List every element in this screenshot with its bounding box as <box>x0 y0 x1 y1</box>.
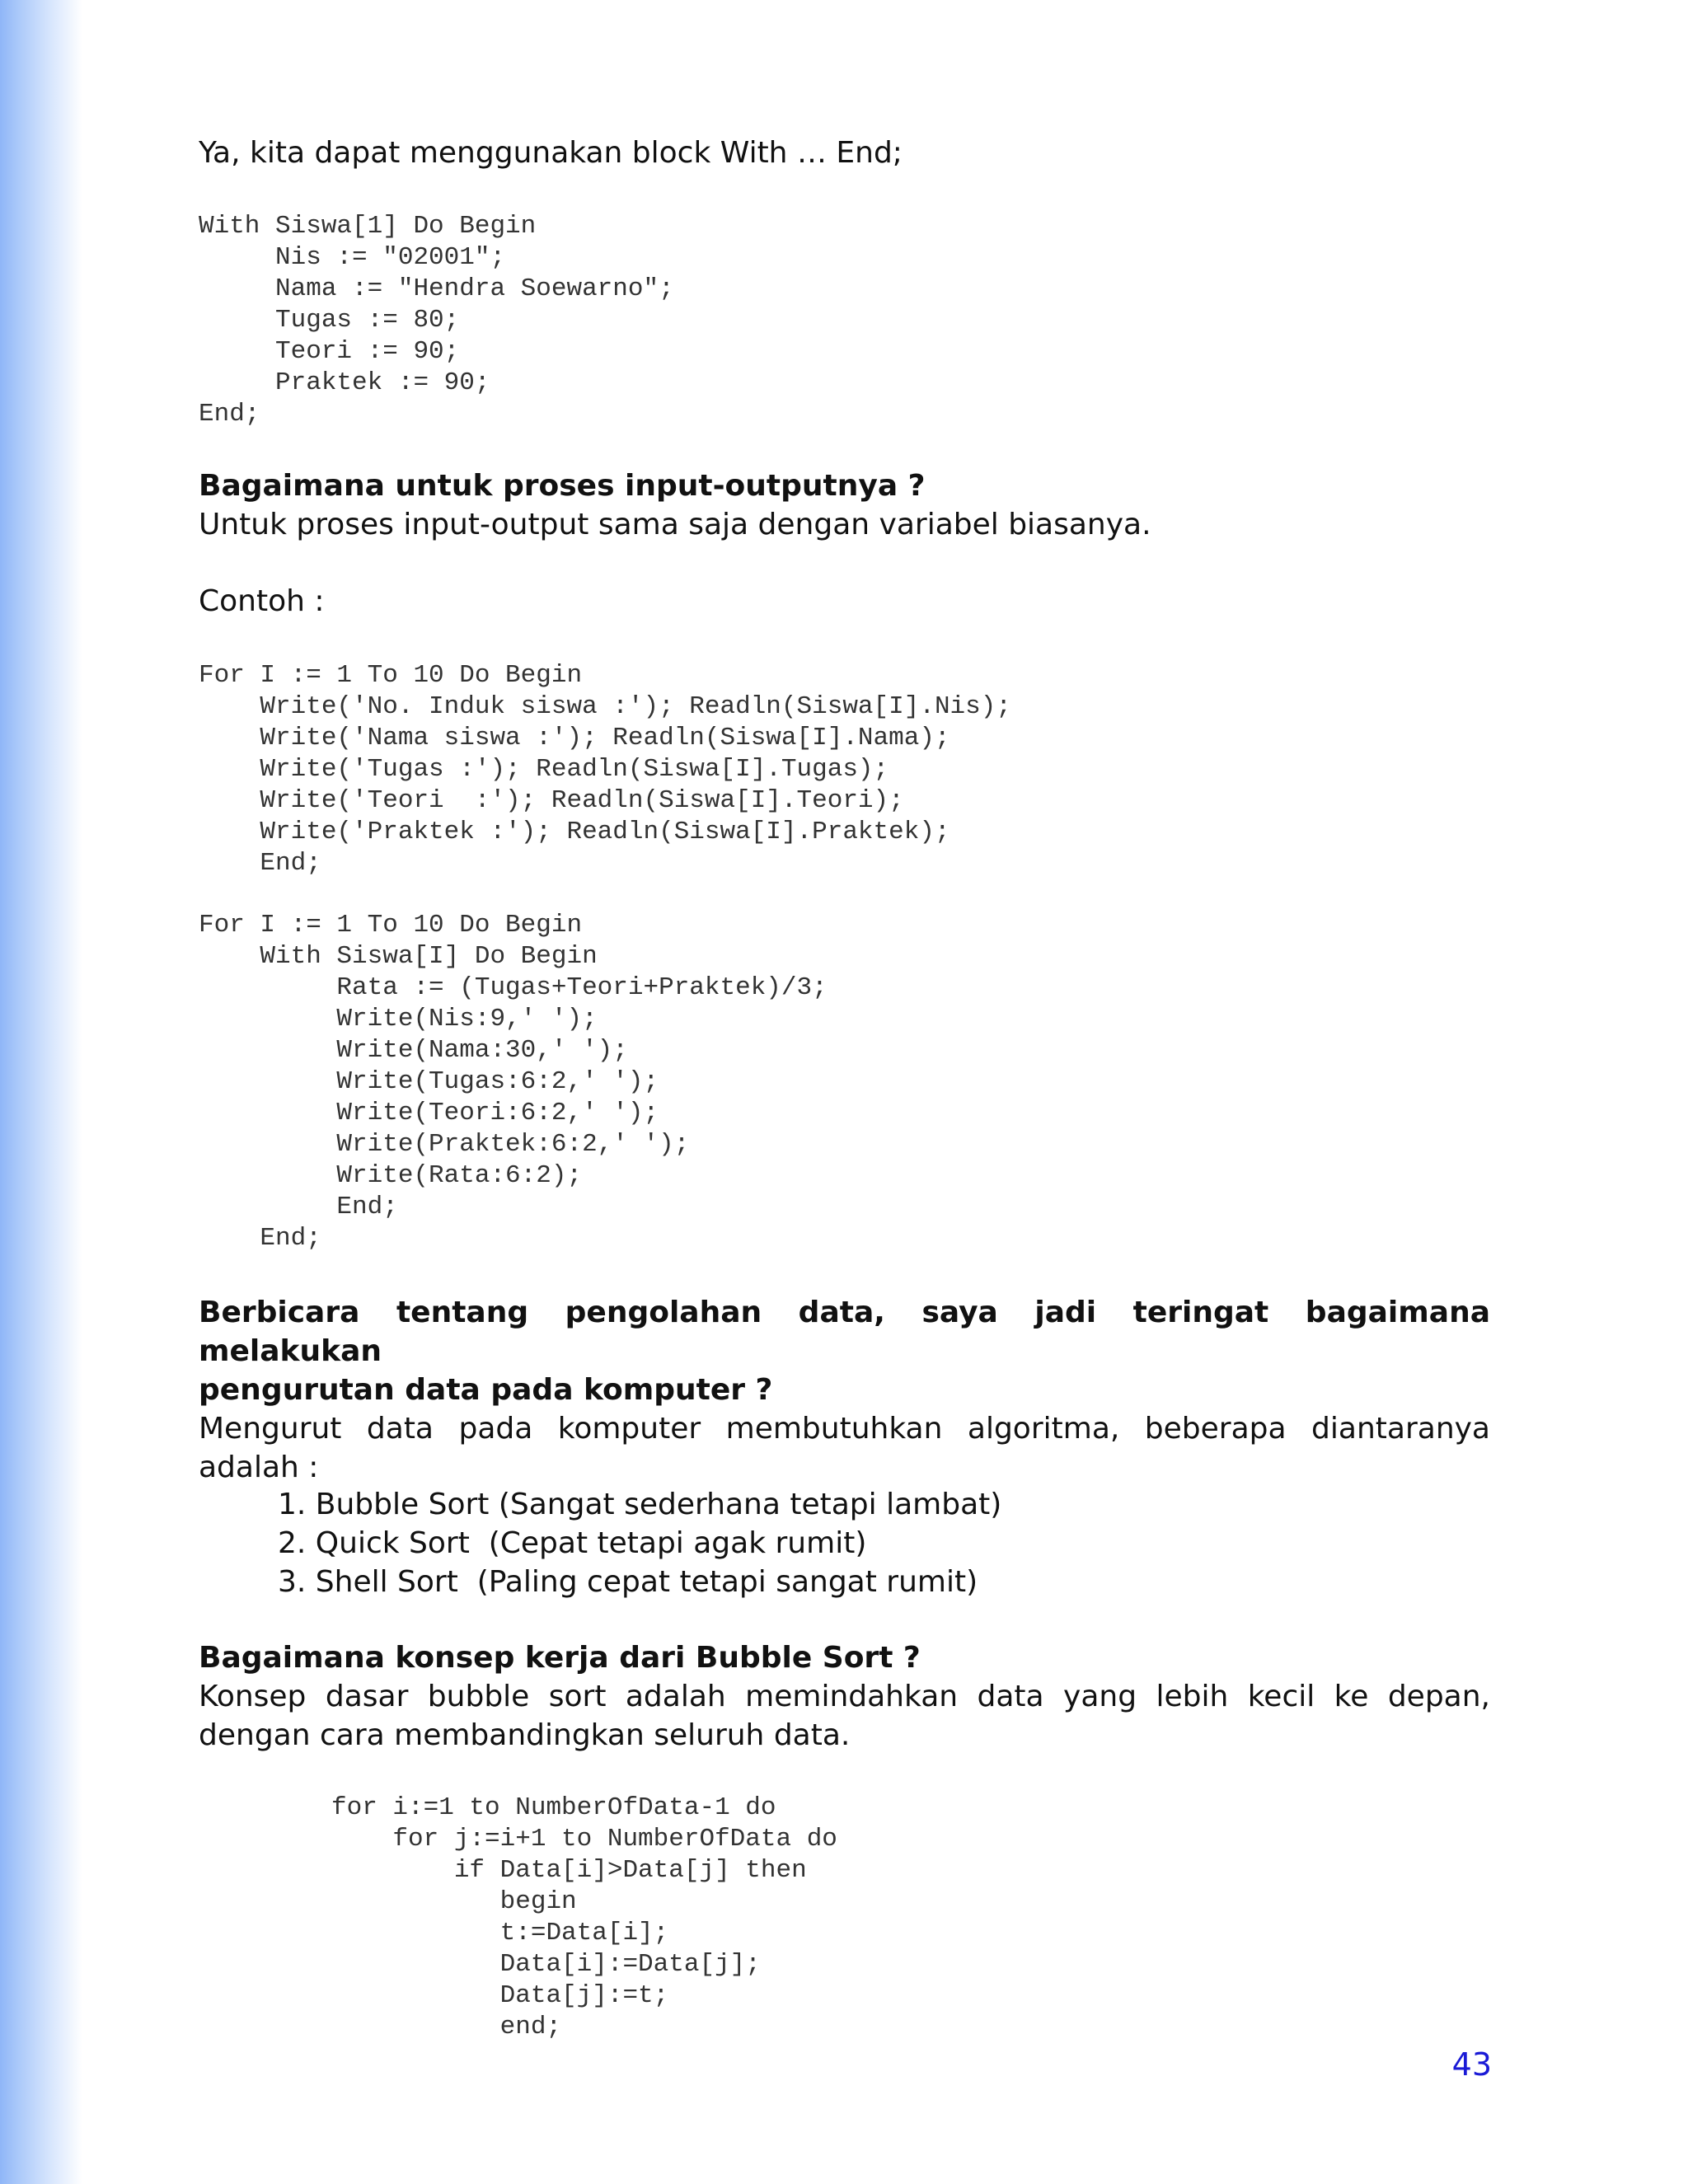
with-code-block <box>199 211 1490 430</box>
question-io: Bagaimana untuk proses input-outputnya ? <box>199 469 926 503</box>
code-bubble-sort: for i:=1 to NumberOfData-1 do for j:=i+1 to NumberOfData do if Data[i]>Data[j] then begin t:=Data[i]; Data[i]:=Data[j]; Data[j]:=t; end; <box>331 1793 837 2041</box>
code-input-loop: For I := 1 To 10 Do Begin Write('No. Induk siswa :'); Readln(Siswa[I].Nis); Write('Nama siswa :'); Readln(Siswa[I].Nama); Write('Tugas :'); Readln(Siswa[I].Tugas); Write('Teori :'); Readln(Siswa[I].Teori); Write('Praktek :'); Readln(Siswa[I].Praktek); End; <box>199 661 1011 878</box>
list-item: 3. Shell Sort (Paling cepat tetapi sangat rumit) <box>278 1565 978 1599</box>
input-code-block <box>199 660 1490 879</box>
question-sort-line-1: Berbicara tentang pengolahan data, saya jadi teringat bagaimana melakukan <box>199 1296 1501 1368</box>
question-sort-line-2: pengurutan data pada komputer ? <box>199 1373 773 1407</box>
page-side-gradient-band <box>0 0 82 2184</box>
code-with-statement: With Siswa[1] Do Begin Nis := "02001"; Nama := "Hendra Soewarno"; Tugas := 80; Teori := 90; Praktek := 90; End; <box>199 212 674 429</box>
output-code-block <box>199 910 1490 1254</box>
list-item: 1. Bubble Sort (Sangat sederhana tetapi lambat) <box>278 1488 1002 1521</box>
sort-algorithms-list-block <box>278 1485 1432 1601</box>
intro-line: Ya, kita dapat menggunakan block With … End; <box>199 136 903 170</box>
question-bubble: Bagaimana konsep kerja dari Bubble Sort ? <box>199 1641 921 1675</box>
bubble-code-block <box>331 1793 1403 2043</box>
contoh-block <box>199 582 1490 621</box>
answer-bubble: Konsep dasar bubble sort adalah memindahkan data yang lebih kecil ke depan, dengan cara membandingkan seluruh data. <box>199 1680 1500 1752</box>
sort-algorithms-list <box>278 1485 1432 1601</box>
intro-block <box>199 134 1490 172</box>
sort-section <box>199 1293 1501 1487</box>
io-section <box>199 466 1490 544</box>
contoh-label: Contoh : <box>199 584 325 618</box>
page-number: 43 <box>1451 2046 1492 2083</box>
code-output-loop: For I := 1 To 10 Do Begin With Siswa[I] Do Begin Rata := (Tugas+Teori+Praktek)/3; Write(Nis:9,' '); Write(Nama:30,' '); Write(Tugas:6:2,' '); Write(Teori:6:2,' '); Write(Praktek:6:2,' '); Write(Rata:6:2); End; End; <box>199 911 828 1253</box>
answer-io: Untuk proses input-output sama saja dengan variabel biasanya. <box>199 508 1151 541</box>
answer-sort: Mengurut data pada komputer membutuhkan algoritma, beberapa diantaranya adalah : <box>199 1412 1500 1484</box>
list-item: 2. Quick Sort (Cepat tetapi agak rumit) <box>278 1526 867 1560</box>
bubble-section <box>199 1638 1500 1755</box>
